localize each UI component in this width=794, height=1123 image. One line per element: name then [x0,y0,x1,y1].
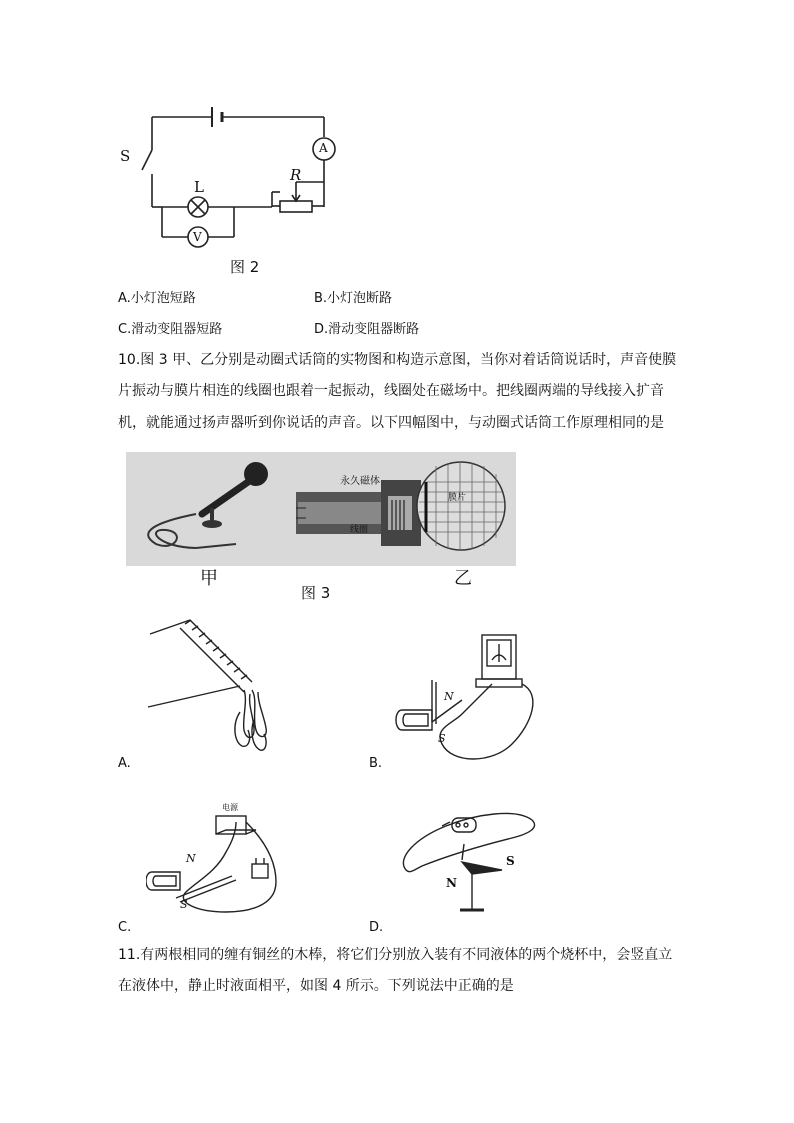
q11-line-2: 在液体中，静止时液面相平，如图 4 所示。下列说法中正确的是 [118,978,514,994]
motor-power-supply [146,802,296,924]
choice-b-figure [392,630,542,760]
figure-2-circuit [112,92,372,280]
choice-d-pole-n: N [446,876,457,890]
figure-3-right-label: 乙 [454,568,472,589]
ammeter-label: A [319,141,328,155]
q10-line-2: 片振动与膜片相连的线圈也跟着一起振动，线圈处在磁场中。把线圈两端的导线接入扩音 [118,383,664,399]
choice-c-figure [146,802,296,924]
figure-2-caption: 图 2 [230,258,260,276]
choice-a-figure [140,612,290,762]
membrane-label: 膜片 [448,493,467,503]
lamp-label: L [194,178,204,196]
q9-option-a: A.小灯泡短路 [118,291,196,306]
magnet-label: 永久磁体 [340,476,380,487]
choice-a-label: A. [118,756,131,771]
rheostat-label: R [290,166,302,184]
choice-b-pole-n: N [444,690,454,703]
microphone-illustrations [126,452,516,566]
choice-b-label: B. [369,756,383,771]
oersted-experiment [392,804,542,922]
q11-line-1: 11.有两根相同的缠有铜丝的木棒，将它们分别放入装有不同液体的两个烧杯中，会竖直立 [118,947,673,963]
choice-c-label: C. [118,920,132,935]
choice-c-power-label: 电源 [222,803,238,812]
generator-galvanometer [392,630,542,760]
switch-label: S [120,147,131,165]
circuit-diagram [112,92,372,280]
choice-d-figure [392,804,542,922]
q9-option-c: C.滑动变阻器短路 [118,322,223,337]
choice-c-pole-s: S [180,898,188,911]
coil-label: 线圈 [350,525,369,535]
electromagnet-paperclips [140,612,290,762]
q9-option-d: D.滑动变阻器断路 [314,322,420,337]
choice-b-pole-s: S [438,732,446,745]
q9-option-b: B.小灯泡断路 [314,291,393,306]
figure-3-left-label: 甲 [200,568,218,589]
figure-3-caption: 图 3 [301,584,331,602]
figure-3-microphone [126,452,516,602]
voltmeter-label: V [193,230,202,244]
choice-d-label: D. [369,920,384,935]
microphone-cross-section [296,462,505,550]
q10-line-3: 机，就能通过扬声器听到你说话的声音。以下四幅图中，与动圈式话筒工作原理相同的是 [118,415,664,431]
microphone-photo [148,462,268,548]
choice-d-pole-s: S [506,854,515,868]
choice-c-pole-n: N [186,852,196,865]
q10-line-1: 10.图 3 甲、乙分别是动圈式话筒的实物图和构造示意图，当你对着话筒说话时，声音使膜 [118,352,677,368]
